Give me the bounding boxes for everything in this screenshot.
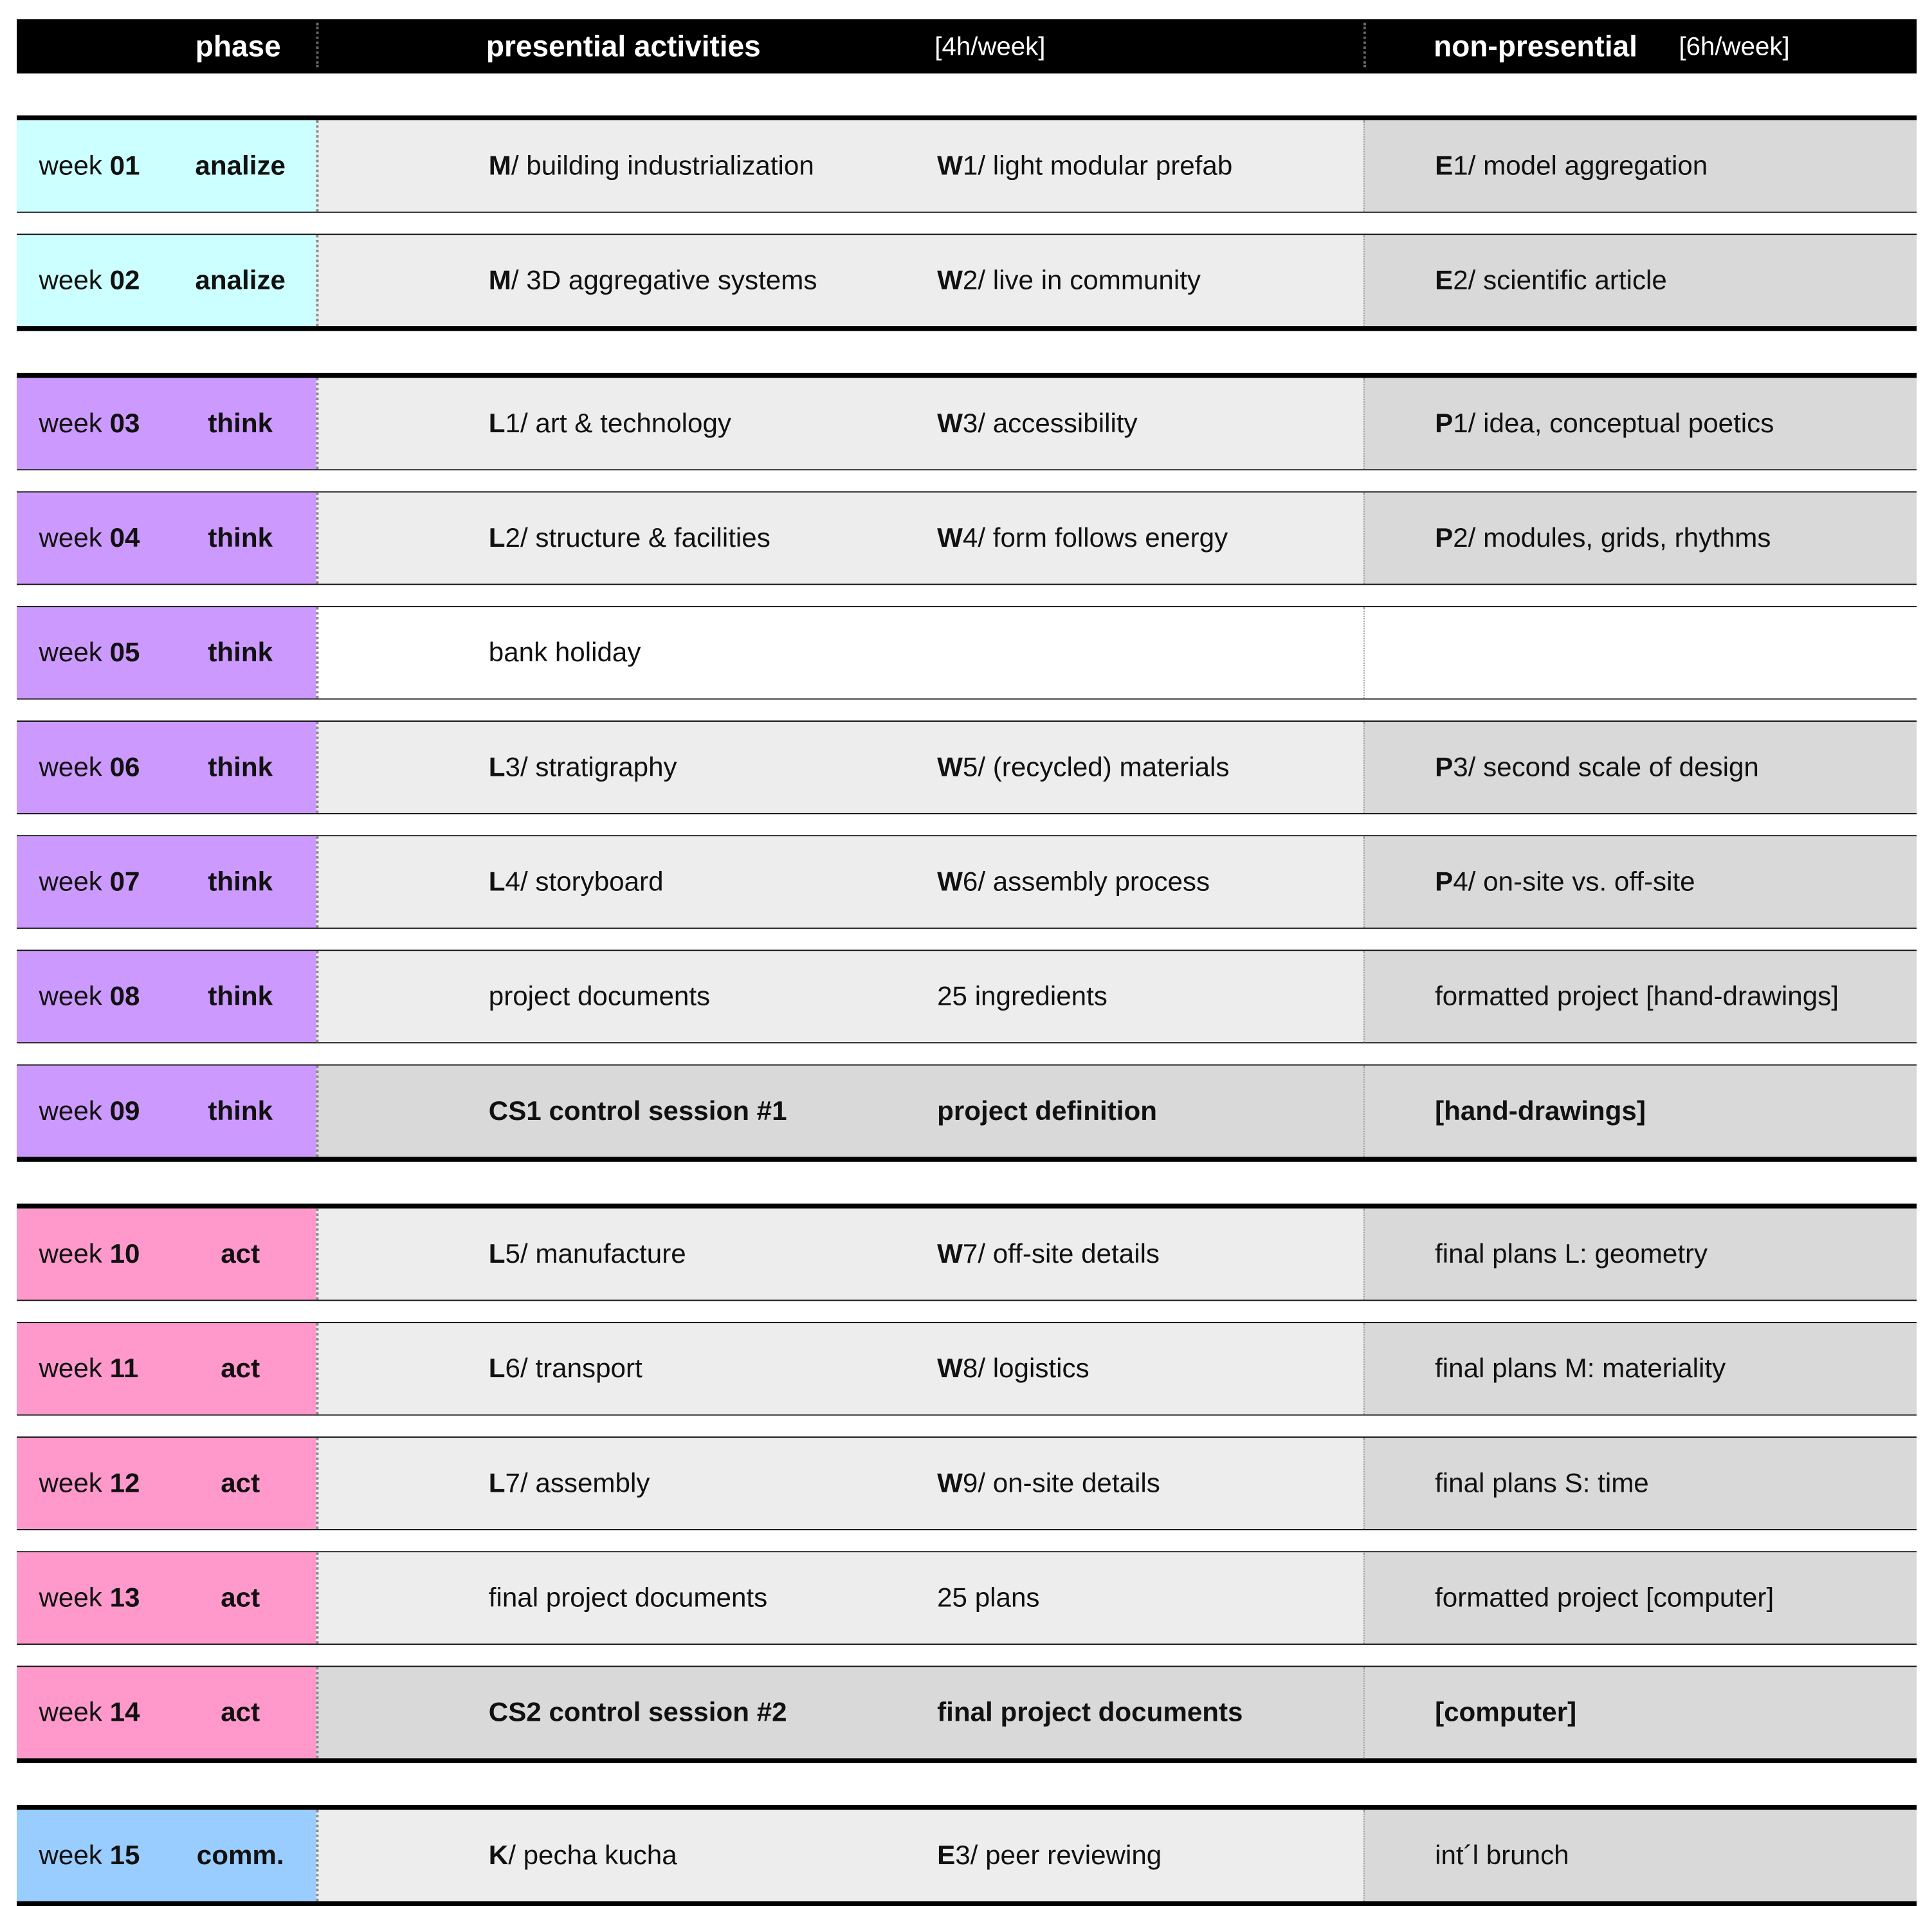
assignment: int´l brunch: [1435, 1839, 1569, 1871]
presential-cell: [316, 493, 1366, 584]
week-cell: [17, 1323, 316, 1415]
presential-cell: [316, 1810, 1366, 1901]
activity-2: W7/ off-site details: [937, 1238, 1160, 1269]
table-header: [17, 19, 1917, 73]
assignment: E2/ scientific article: [1435, 264, 1667, 296]
activity-1: M/ 3D aggregative systems: [488, 264, 817, 296]
non-presential-cell: [1363, 1552, 1917, 1644]
presential-cell: [316, 607, 1366, 699]
activity-1: bank holiday: [488, 636, 641, 668]
activity-2: E3/ peer reviewing: [937, 1839, 1162, 1871]
phase-label: act: [221, 1582, 260, 1613]
week-label: week 01: [39, 150, 140, 181]
week-label: week 09: [39, 1095, 140, 1126]
assignment: P2/ modules, grids, rhythms: [1435, 522, 1771, 553]
phase-label: think: [208, 636, 273, 668]
week-cell: [17, 1066, 316, 1157]
activity-2: W5/ (recycled) materials: [937, 751, 1230, 782]
week-label: week 08: [39, 980, 140, 1012]
week-cell: [17, 722, 316, 813]
activity-1: L4/ storyboard: [488, 866, 664, 897]
table-row: [17, 115, 1917, 212]
presential-cell: [316, 836, 1366, 928]
assignment: final plans S: time: [1435, 1467, 1649, 1498]
week-label: week 11: [39, 1352, 139, 1384]
non-presential-cell: [1363, 1810, 1917, 1901]
week-cell: [17, 378, 316, 469]
header-presential-hours: [4h/week]: [934, 33, 1046, 62]
presential-cell: [316, 235, 1366, 326]
week-label: week 02: [39, 264, 140, 296]
header-non-presential: non-presential: [1434, 30, 1637, 64]
assignment: E1/ model aggregation: [1435, 150, 1708, 181]
activity-1: final project documents: [488, 1582, 768, 1613]
table-row: [17, 1204, 1917, 1301]
phase-label: think: [208, 522, 273, 553]
phase-label: think: [208, 980, 273, 1012]
activity-2: project definition: [937, 1095, 1157, 1126]
non-presential-cell: [1363, 235, 1917, 326]
table-row: [17, 373, 1917, 470]
table-row: [17, 1065, 1917, 1162]
non-presential-cell: [1363, 607, 1917, 699]
activity-1: M/ building industrialization: [488, 150, 814, 181]
week-cell: [17, 1552, 316, 1644]
week-cell: [17, 235, 316, 326]
assignment: final plans M: materiality: [1435, 1352, 1726, 1384]
presential-cell: [316, 1209, 1366, 1300]
week-cell: [17, 1209, 316, 1300]
activity-1: L2/ structure & facilities: [488, 522, 770, 553]
table-row: [17, 1805, 1917, 1906]
activity-2: final project documents: [937, 1696, 1243, 1728]
activity-1: L7/ assembly: [488, 1467, 650, 1498]
presential-cell: [316, 1552, 1366, 1644]
phase-label: think: [208, 751, 273, 782]
presential-cell: [316, 1438, 1366, 1529]
assignment: [hand-drawings]: [1435, 1095, 1646, 1126]
table-row: [17, 835, 1917, 929]
activity-1: L6/ transport: [488, 1352, 642, 1384]
week-cell: [17, 120, 316, 212]
schedule-table: [17, 19, 1917, 1906]
non-presential-cell: [1363, 951, 1917, 1042]
assignment: P4/ on-site vs. off-site: [1435, 866, 1695, 897]
week-label: week 10: [39, 1238, 140, 1269]
non-presential-cell: [1363, 1323, 1917, 1415]
presential-cell: [316, 722, 1366, 813]
header-divider: [1363, 23, 1366, 68]
week-label: week 14: [39, 1696, 140, 1728]
week-label: week 05: [39, 636, 140, 668]
activity-2: 25 plans: [937, 1582, 1040, 1613]
table-row: [17, 491, 1917, 585]
activity-1: L5/ manufacture: [488, 1238, 686, 1269]
non-presential-cell: [1363, 120, 1917, 212]
activity-2: W2/ live in community: [937, 264, 1201, 296]
assignment: [computer]: [1435, 1696, 1577, 1728]
assignment: formatted project [hand-drawings]: [1435, 980, 1839, 1012]
assignment: P1/ idea, conceptual poetics: [1435, 407, 1774, 439]
week-label: week 04: [39, 522, 140, 553]
activity-2: W8/ logistics: [937, 1352, 1089, 1384]
week-label: week 13: [39, 1582, 140, 1613]
presential-cell: [316, 120, 1366, 212]
phase-label: act: [221, 1696, 260, 1728]
activity-1: project documents: [488, 980, 711, 1012]
week-label: week 07: [39, 866, 140, 897]
activity-2: W6/ assembly process: [937, 866, 1210, 897]
week-cell: [17, 1438, 316, 1529]
activity-2: W1/ light modular prefab: [937, 150, 1233, 181]
phase-label: act: [221, 1352, 260, 1384]
week-label: week 15: [39, 1839, 140, 1871]
assignment: final plans L: geometry: [1435, 1238, 1708, 1269]
week-label: week 12: [39, 1467, 140, 1498]
presential-cell: [316, 1667, 1366, 1758]
phase-label: think: [208, 866, 273, 897]
non-presential-cell: [1363, 493, 1917, 584]
non-presential-cell: [1363, 1438, 1917, 1529]
week-cell: [17, 1810, 316, 1901]
week-label: week 03: [39, 407, 140, 439]
header-non-presential-hours: [6h/week]: [1679, 33, 1790, 62]
header-divider: [316, 23, 319, 68]
presential-cell: [316, 951, 1366, 1042]
presential-cell: [316, 1066, 1366, 1157]
assignment: formatted project [computer]: [1435, 1582, 1774, 1613]
non-presential-cell: [1363, 722, 1917, 813]
table-row: [17, 1551, 1917, 1645]
phase-label: analize: [195, 264, 286, 296]
non-presential-cell: [1363, 836, 1917, 928]
week-cell: [17, 1667, 316, 1758]
non-presential-cell: [1363, 378, 1917, 469]
week-cell: [17, 836, 316, 928]
non-presential-cell: [1363, 1667, 1917, 1758]
table-row: [17, 1322, 1917, 1416]
presential-cell: [316, 378, 1366, 469]
week-label: week 06: [39, 751, 140, 782]
activity-1: L1/ art & technology: [488, 407, 731, 439]
week-cell: [17, 493, 316, 584]
table-row: [17, 949, 1917, 1043]
phase-label: analize: [195, 150, 286, 181]
phase-label: act: [221, 1467, 260, 1498]
table-row: [17, 606, 1917, 700]
control-session: CS1 control session #1: [488, 1095, 787, 1126]
activity-2: W9/ on-site details: [937, 1467, 1160, 1498]
header-phase: phase: [195, 30, 281, 64]
table-row: [17, 1666, 1917, 1763]
week-cell: [17, 607, 316, 699]
table-row: [17, 1436, 1917, 1530]
phase-label: think: [208, 1095, 273, 1126]
control-session: CS2 control session #2: [488, 1696, 787, 1728]
phase-label: think: [208, 407, 273, 439]
phase-label: comm.: [196, 1839, 284, 1871]
activity-2: W3/ accessibility: [937, 407, 1138, 439]
non-presential-cell: [1363, 1066, 1917, 1157]
non-presential-cell: [1363, 1209, 1917, 1300]
activity-1: K/ pecha kucha: [488, 1839, 677, 1871]
activity-2: W4/ form follows energy: [937, 522, 1228, 553]
activity-1: L3/ stratigraphy: [488, 751, 677, 782]
table-row: [17, 234, 1917, 331]
table-row: [17, 720, 1917, 814]
assignment: P3/ second scale of design: [1435, 751, 1759, 782]
week-cell: [17, 951, 316, 1042]
activity-2: 25 ingredients: [937, 980, 1107, 1012]
header-presential: presential activities: [486, 30, 761, 64]
presential-cell: [316, 1323, 1366, 1415]
phase-label: act: [221, 1238, 260, 1269]
